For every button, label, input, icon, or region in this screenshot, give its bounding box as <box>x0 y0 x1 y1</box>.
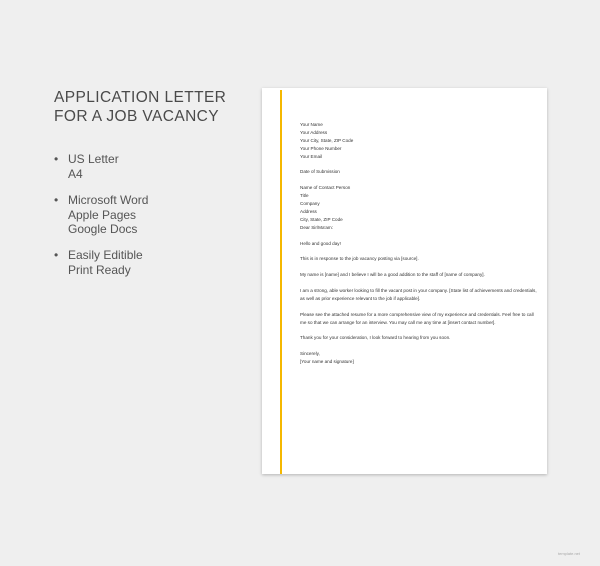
paragraph: My name is [name] and I believe I will be a good addition to the staff of [name of company]. <box>300 272 485 278</box>
recipient-line: Title <box>300 193 309 199</box>
paragraph: Thank you for your consideration, I look forward to hearing from you soon. <box>300 335 451 341</box>
sender-line: Your Address <box>300 129 328 135</box>
feature-item: US Letter <box>68 152 119 166</box>
paragraph: This is in response to the job vacancy posting via [source]. <box>300 256 419 262</box>
recipient-line: City, State, ZIP Code <box>300 216 343 222</box>
software-list <box>54 193 148 237</box>
recipient-block <box>300 184 540 231</box>
sender-line: Your Phone Number <box>300 145 342 151</box>
recipient-line: Address <box>300 208 317 214</box>
signature: [Your name and signature] <box>300 359 354 365</box>
feature-item: Apple Pages <box>68 207 137 222</box>
sender-line: Your City, State, ZIP Code <box>300 137 354 143</box>
recipient-line: Name of Contact Person <box>300 185 351 191</box>
feature-item: A4 <box>68 166 83 181</box>
feature-item: Print Ready <box>68 262 131 277</box>
watermark: template.net <box>557 551 580 556</box>
bullet: • <box>54 248 59 262</box>
salutation: Dear Sir/Ma'am: <box>300 224 334 230</box>
feature-list <box>54 248 143 277</box>
sender-block <box>300 121 540 161</box>
feature-item: Easily Editible <box>68 248 143 262</box>
sender-line: Your Name <box>300 122 323 127</box>
paragraph: Please see the attached resume for a more comprehensive view of my experience and credentials. Feel free to call me so that we can arrange for an interview. You may call me any time at [insert contact number]. <box>300 311 534 325</box>
sender-line: Your Email <box>300 153 323 159</box>
feature-item: Google Docs <box>68 222 138 236</box>
accent-bar <box>280 90 282 474</box>
bullet: • <box>54 193 59 207</box>
page-title <box>54 88 226 126</box>
paragraph: I am a strong, able worker looking to fill the vacant post in your company. [State list of achievements and credentials, as well as prior experience relevant to the job if applicable]. <box>300 287 537 301</box>
letter-preview <box>262 88 547 474</box>
title-line-2: FOR A JOB VACANCY <box>54 108 219 125</box>
recipient-line: Company <box>300 201 320 207</box>
greeting: Hello and good day! <box>300 240 341 246</box>
title-line-1: APPLICATION LETTER <box>54 89 227 106</box>
format-list <box>54 152 119 181</box>
feature-item: Microsoft Word <box>68 193 149 207</box>
closing: Sincerely, <box>300 351 320 357</box>
letter-body <box>300 121 540 366</box>
bullet: • <box>54 152 59 166</box>
date-line: Date of Submission <box>300 169 340 175</box>
